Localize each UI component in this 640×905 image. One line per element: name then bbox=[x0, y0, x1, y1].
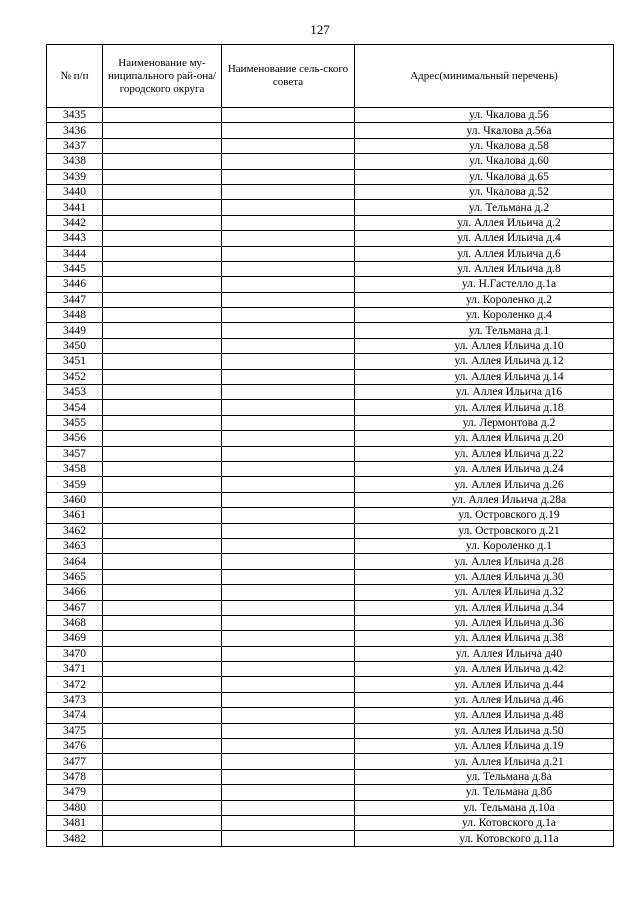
council-cell bbox=[222, 785, 355, 800]
address-cell: ул. Аллея Ильича д.44 bbox=[355, 677, 614, 692]
council-cell bbox=[222, 138, 355, 153]
district-cell bbox=[103, 769, 222, 784]
council-cell bbox=[222, 723, 355, 738]
address-cell: ул. Н.Гастелло д.1а bbox=[355, 277, 614, 292]
row-number: 3458 bbox=[47, 461, 103, 476]
row-number: 3464 bbox=[47, 554, 103, 569]
address-cell: ул. Тельмана д.8б bbox=[355, 785, 614, 800]
district-cell bbox=[103, 184, 222, 199]
row-number: 3460 bbox=[47, 492, 103, 507]
council-cell bbox=[222, 677, 355, 692]
table-row bbox=[47, 739, 614, 754]
district-cell bbox=[103, 831, 222, 846]
council-cell bbox=[222, 108, 355, 123]
table-row bbox=[47, 154, 614, 169]
council-cell bbox=[222, 323, 355, 338]
row-number: 3447 bbox=[47, 292, 103, 307]
table-row bbox=[47, 831, 614, 846]
address-cell: ул. Аллея Ильича д.48 bbox=[355, 708, 614, 723]
table-row bbox=[47, 231, 614, 246]
table-row bbox=[47, 723, 614, 738]
table-row bbox=[47, 308, 614, 323]
district-cell bbox=[103, 138, 222, 153]
district-cell bbox=[103, 308, 222, 323]
row-number: 3437 bbox=[47, 138, 103, 153]
row-number: 3465 bbox=[47, 569, 103, 584]
table-row bbox=[47, 538, 614, 553]
table-row bbox=[47, 585, 614, 600]
row-number: 3463 bbox=[47, 538, 103, 553]
address-cell: ул. Аллея Ильича д.30 bbox=[355, 569, 614, 584]
address-cell: ул. Котовского д.11а bbox=[355, 831, 614, 846]
district-cell bbox=[103, 538, 222, 553]
council-cell bbox=[222, 569, 355, 584]
district-cell bbox=[103, 477, 222, 492]
district-cell bbox=[103, 108, 222, 123]
council-cell bbox=[222, 477, 355, 492]
district-cell bbox=[103, 800, 222, 815]
row-number: 3466 bbox=[47, 585, 103, 600]
table-row bbox=[47, 785, 614, 800]
row-number: 3471 bbox=[47, 662, 103, 677]
address-cell: ул. Тельмана д.1 bbox=[355, 323, 614, 338]
row-number: 3479 bbox=[47, 785, 103, 800]
council-cell bbox=[222, 200, 355, 215]
council-cell bbox=[222, 261, 355, 276]
table-row bbox=[47, 631, 614, 646]
address-cell: ул. Аллея Ильича д.28 bbox=[355, 554, 614, 569]
row-number: 3444 bbox=[47, 246, 103, 261]
district-cell bbox=[103, 646, 222, 661]
row-number: 3469 bbox=[47, 631, 103, 646]
table-row bbox=[47, 600, 614, 615]
council-cell bbox=[222, 554, 355, 569]
row-number: 3470 bbox=[47, 646, 103, 661]
district-cell bbox=[103, 261, 222, 276]
council-cell bbox=[222, 585, 355, 600]
header-address: Адрес(минимальный перечень) bbox=[355, 45, 614, 108]
district-cell bbox=[103, 231, 222, 246]
council-cell bbox=[222, 215, 355, 230]
address-cell: ул. Аллея Ильича д.34 bbox=[355, 600, 614, 615]
district-cell bbox=[103, 508, 222, 523]
row-number: 3435 bbox=[47, 108, 103, 123]
district-cell bbox=[103, 277, 222, 292]
address-cell: ул. Тельмана д.2 bbox=[355, 200, 614, 215]
row-number: 3436 bbox=[47, 123, 103, 138]
row-number: 3480 bbox=[47, 800, 103, 815]
row-number: 3481 bbox=[47, 815, 103, 830]
council-cell bbox=[222, 184, 355, 199]
row-number: 3438 bbox=[47, 154, 103, 169]
table-row bbox=[47, 323, 614, 338]
table-row bbox=[47, 246, 614, 261]
table-row bbox=[47, 646, 614, 661]
address-cell: ул. Чкалова д.56а bbox=[355, 123, 614, 138]
page-number: 127 bbox=[310, 22, 330, 37]
table-row bbox=[47, 446, 614, 461]
address-cell: ул. Аллея Ильича д.22 bbox=[355, 446, 614, 461]
table-row bbox=[47, 508, 614, 523]
district-cell bbox=[103, 323, 222, 338]
address-cell: ул. Аллея Ильича д.21 bbox=[355, 754, 614, 769]
address-cell: ул. Короленко д.1 bbox=[355, 538, 614, 553]
council-cell bbox=[222, 154, 355, 169]
table-row bbox=[47, 708, 614, 723]
district-cell bbox=[103, 400, 222, 415]
council-cell bbox=[222, 292, 355, 307]
district-cell bbox=[103, 708, 222, 723]
table-row bbox=[47, 354, 614, 369]
table-row bbox=[47, 338, 614, 353]
council-cell bbox=[222, 308, 355, 323]
address-cell: ул. Аллея Ильича д.32 bbox=[355, 585, 614, 600]
address-cell: ул. Аллея Ильича д.50 bbox=[355, 723, 614, 738]
council-cell bbox=[222, 538, 355, 553]
council-cell bbox=[222, 385, 355, 400]
address-cell: ул. Лермонтова д.2 bbox=[355, 415, 614, 430]
council-cell bbox=[222, 523, 355, 538]
address-cell: ул. Аллея Ильича д.19 bbox=[355, 739, 614, 754]
council-cell bbox=[222, 739, 355, 754]
district-cell bbox=[103, 785, 222, 800]
council-cell bbox=[222, 646, 355, 661]
table-row bbox=[47, 169, 614, 184]
address-cell: ул. Аллея Ильича д.14 bbox=[355, 369, 614, 384]
district-cell bbox=[103, 677, 222, 692]
address-cell: ул. Аллея Ильича д.6 bbox=[355, 246, 614, 261]
district-cell bbox=[103, 154, 222, 169]
council-cell bbox=[222, 754, 355, 769]
table-body bbox=[47, 108, 614, 847]
row-number: 3473 bbox=[47, 692, 103, 707]
row-number: 3475 bbox=[47, 723, 103, 738]
district-cell bbox=[103, 692, 222, 707]
row-number: 3467 bbox=[47, 600, 103, 615]
table-row bbox=[47, 108, 614, 123]
district-cell bbox=[103, 523, 222, 538]
table-row bbox=[47, 138, 614, 153]
address-cell: ул. Тельмана д.8а bbox=[355, 769, 614, 784]
council-cell bbox=[222, 461, 355, 476]
table-row bbox=[47, 554, 614, 569]
district-cell bbox=[103, 600, 222, 615]
address-cell: ул. Чкалова д.65 bbox=[355, 169, 614, 184]
row-number: 3482 bbox=[47, 831, 103, 846]
council-cell bbox=[222, 369, 355, 384]
council-cell bbox=[222, 231, 355, 246]
row-number: 3478 bbox=[47, 769, 103, 784]
row-number: 3462 bbox=[47, 523, 103, 538]
council-cell bbox=[222, 508, 355, 523]
district-cell bbox=[103, 200, 222, 215]
row-number: 3443 bbox=[47, 231, 103, 246]
row-number: 3441 bbox=[47, 200, 103, 215]
row-number: 3476 bbox=[47, 739, 103, 754]
address-cell: ул. Аллея Ильича д.24 bbox=[355, 461, 614, 476]
table-row bbox=[47, 400, 614, 415]
table-row bbox=[47, 200, 614, 215]
table-row bbox=[47, 492, 614, 507]
row-number: 3442 bbox=[47, 215, 103, 230]
row-number: 3455 bbox=[47, 415, 103, 430]
address-cell: ул. Чкалова д.58 bbox=[355, 138, 614, 153]
district-cell bbox=[103, 169, 222, 184]
table-row bbox=[47, 692, 614, 707]
row-number: 3451 bbox=[47, 354, 103, 369]
district-cell bbox=[103, 569, 222, 584]
council-cell bbox=[222, 831, 355, 846]
address-cell: ул. Аллея Ильича д.26 bbox=[355, 477, 614, 492]
council-cell bbox=[222, 123, 355, 138]
council-cell bbox=[222, 431, 355, 446]
district-cell bbox=[103, 215, 222, 230]
address-cell: ул. Аллея Ильича д.38 bbox=[355, 631, 614, 646]
address-cell: ул. Короленко д.2 bbox=[355, 292, 614, 307]
district-cell bbox=[103, 354, 222, 369]
council-cell bbox=[222, 692, 355, 707]
district-cell bbox=[103, 461, 222, 476]
council-cell bbox=[222, 708, 355, 723]
table-row bbox=[47, 615, 614, 630]
council-cell bbox=[222, 769, 355, 784]
council-cell bbox=[222, 615, 355, 630]
district-cell bbox=[103, 662, 222, 677]
address-cell: ул. Аллея Ильича д.12 bbox=[355, 354, 614, 369]
table-row bbox=[47, 184, 614, 199]
council-cell bbox=[222, 631, 355, 646]
row-number: 3439 bbox=[47, 169, 103, 184]
council-cell bbox=[222, 492, 355, 507]
district-cell bbox=[103, 723, 222, 738]
address-cell: ул. Аллея Ильича д.36 bbox=[355, 615, 614, 630]
row-number: 3445 bbox=[47, 261, 103, 276]
council-cell bbox=[222, 662, 355, 677]
address-cell: ул. Короленко д.4 bbox=[355, 308, 614, 323]
table-row bbox=[47, 523, 614, 538]
district-cell bbox=[103, 338, 222, 353]
row-number: 3453 bbox=[47, 385, 103, 400]
council-cell bbox=[222, 400, 355, 415]
address-cell: ул. Котовского д.1а bbox=[355, 815, 614, 830]
address-cell: ул. Чкалова д.60 bbox=[355, 154, 614, 169]
address-cell: ул. Тельмана д.10а bbox=[355, 800, 614, 815]
district-cell bbox=[103, 385, 222, 400]
row-number: 3459 bbox=[47, 477, 103, 492]
address-cell: ул. Островского д.19 bbox=[355, 508, 614, 523]
district-cell bbox=[103, 446, 222, 461]
table-row bbox=[47, 569, 614, 584]
district-cell bbox=[103, 739, 222, 754]
council-cell bbox=[222, 354, 355, 369]
district-cell bbox=[103, 554, 222, 569]
district-cell bbox=[103, 369, 222, 384]
table-row bbox=[47, 815, 614, 830]
row-number: 3468 bbox=[47, 615, 103, 630]
council-cell bbox=[222, 169, 355, 184]
row-number: 3461 bbox=[47, 508, 103, 523]
table-row bbox=[47, 385, 614, 400]
header-council: Наименование сель-ского совета bbox=[222, 45, 355, 108]
district-cell bbox=[103, 815, 222, 830]
table-row bbox=[47, 769, 614, 784]
row-number: 3440 bbox=[47, 184, 103, 199]
council-cell bbox=[222, 277, 355, 292]
district-cell bbox=[103, 415, 222, 430]
table-row bbox=[47, 292, 614, 307]
address-cell: ул. Аллея Ильича д40 bbox=[355, 646, 614, 661]
table-row bbox=[47, 215, 614, 230]
district-cell bbox=[103, 631, 222, 646]
row-number: 3454 bbox=[47, 400, 103, 415]
table-row bbox=[47, 754, 614, 769]
address-cell: ул. Аллея Ильича д.10 bbox=[355, 338, 614, 353]
table-row bbox=[47, 461, 614, 476]
row-number: 3446 bbox=[47, 277, 103, 292]
row-number: 3472 bbox=[47, 677, 103, 692]
row-number: 3477 bbox=[47, 754, 103, 769]
address-cell: ул. Аллея Ильича д.4 bbox=[355, 231, 614, 246]
district-cell bbox=[103, 492, 222, 507]
address-cell: ул. Аллея Ильича д.42 bbox=[355, 662, 614, 677]
council-cell bbox=[222, 246, 355, 261]
row-number: 3450 bbox=[47, 338, 103, 353]
district-cell bbox=[103, 292, 222, 307]
header-number: № п/п bbox=[47, 45, 103, 108]
row-number: 3449 bbox=[47, 323, 103, 338]
address-cell: ул. Аллея Ильича д.2 bbox=[355, 215, 614, 230]
row-number: 3456 bbox=[47, 431, 103, 446]
district-cell bbox=[103, 123, 222, 138]
council-cell bbox=[222, 815, 355, 830]
address-cell: ул. Аллея Ильича д.18 bbox=[355, 400, 614, 415]
table-row bbox=[47, 431, 614, 446]
district-cell bbox=[103, 754, 222, 769]
district-cell bbox=[103, 246, 222, 261]
address-cell: ул. Аллея Ильича д16 bbox=[355, 385, 614, 400]
address-cell: ул. Чкалова д.52 bbox=[355, 184, 614, 199]
table-row bbox=[47, 369, 614, 384]
row-number: 3457 bbox=[47, 446, 103, 461]
address-cell: ул. Аллея Ильича д.46 bbox=[355, 692, 614, 707]
address-cell: ул. Чкалова д.56 bbox=[355, 108, 614, 123]
district-cell bbox=[103, 431, 222, 446]
address-cell: ул. Аллея Ильича д.20 bbox=[355, 431, 614, 446]
district-cell bbox=[103, 585, 222, 600]
address-table bbox=[46, 44, 614, 847]
table-row bbox=[47, 277, 614, 292]
table-row bbox=[47, 477, 614, 492]
row-number: 3448 bbox=[47, 308, 103, 323]
council-cell bbox=[222, 800, 355, 815]
row-number: 3474 bbox=[47, 708, 103, 723]
council-cell bbox=[222, 415, 355, 430]
address-cell: ул. Островского д.21 bbox=[355, 523, 614, 538]
table-row bbox=[47, 800, 614, 815]
table-row bbox=[47, 261, 614, 276]
council-cell bbox=[222, 338, 355, 353]
table-row bbox=[47, 123, 614, 138]
address-cell: ул. Аллея Ильича д.8 bbox=[355, 261, 614, 276]
table-header bbox=[47, 45, 614, 108]
table-row bbox=[47, 677, 614, 692]
table-row bbox=[47, 662, 614, 677]
address-cell: ул. Аллея Ильича д.28а bbox=[355, 492, 614, 507]
table-row bbox=[47, 415, 614, 430]
header-district: Наименование му-ниципального рай-она/ городского округа bbox=[103, 45, 222, 108]
council-cell bbox=[222, 600, 355, 615]
district-cell bbox=[103, 615, 222, 630]
council-cell bbox=[222, 446, 355, 461]
row-number: 3452 bbox=[47, 369, 103, 384]
